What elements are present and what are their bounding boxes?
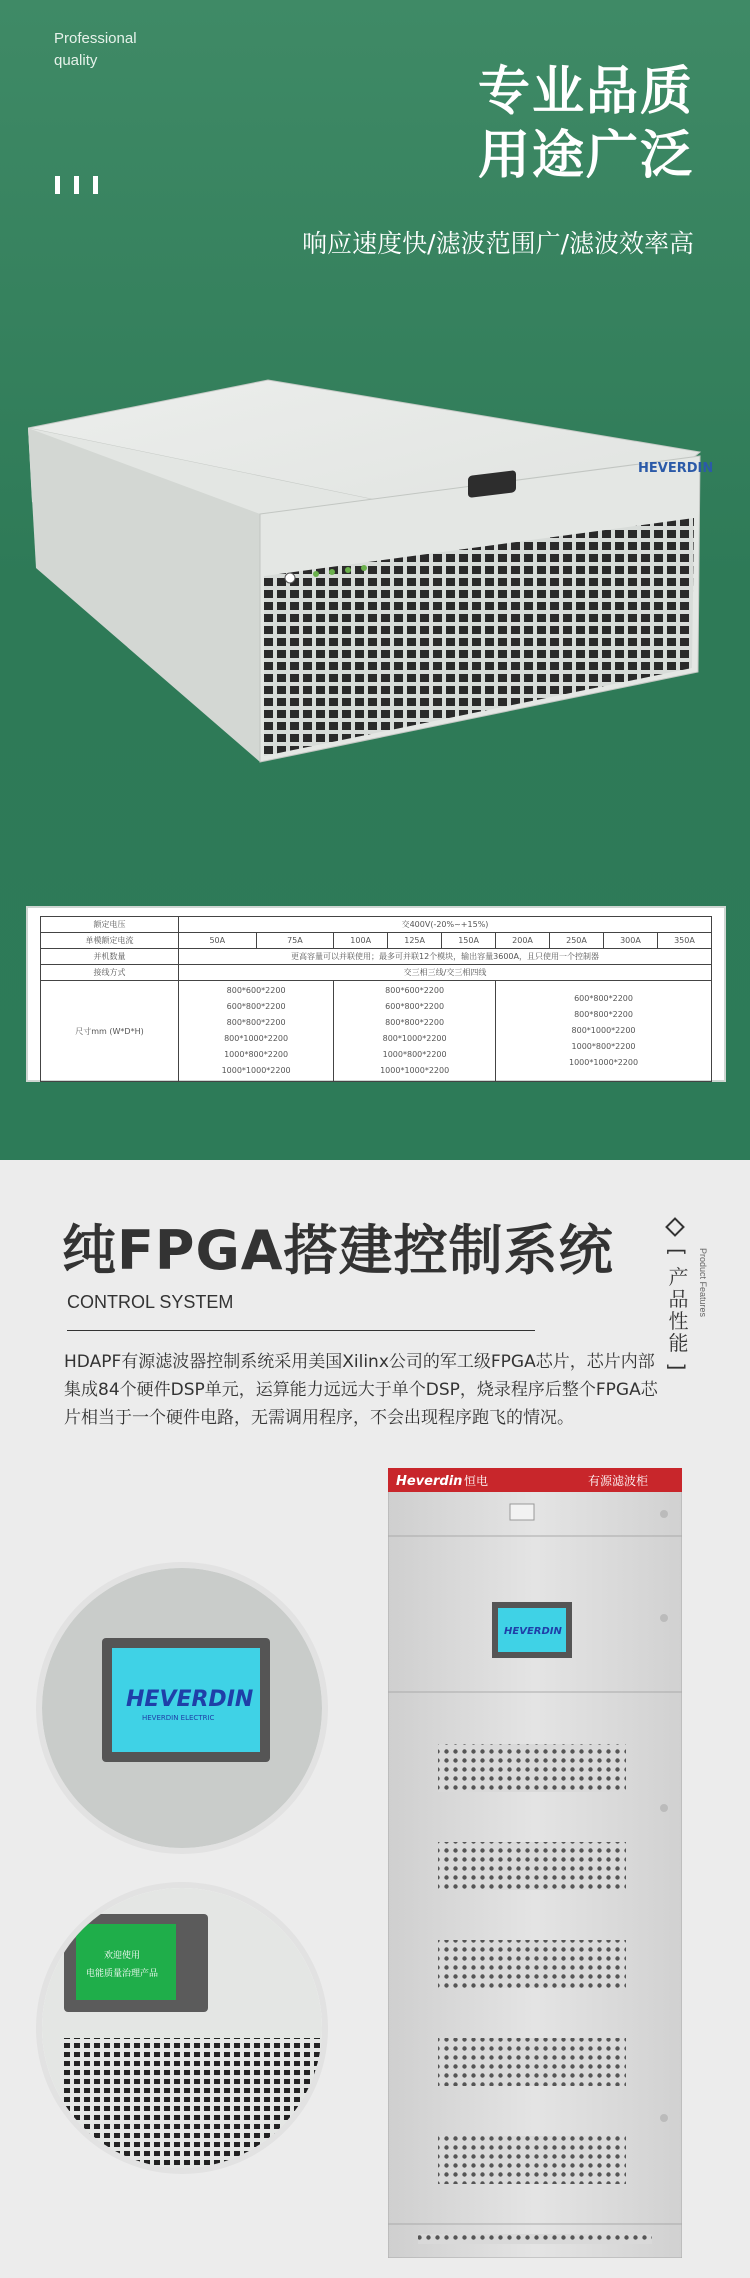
device-brand: HEVERDIN <box>638 461 714 476</box>
row-value: 更高容量可以并联使用；最多可并联12个模块，输出容量3600A，且只使用一个控制器 <box>179 949 712 965</box>
row-label: 单模额定电流 <box>41 933 179 949</box>
table-row <box>41 933 712 949</box>
hero-eyebrow <box>54 28 137 72</box>
hero-title <box>478 60 694 188</box>
side-label <box>663 1220 708 1372</box>
screen-brand-large: HEVERDIN <box>126 1687 254 1712</box>
table-row <box>41 917 712 933</box>
table-row <box>41 949 712 965</box>
size-col-2: 800*600*2200 600*800*2200 800*800*2200 800*1000*2200 1000*800*2200 1000*1000*2200 <box>334 981 496 1082</box>
row-label: 接线方式 <box>41 965 179 981</box>
row-label: 尺寸mm (W*D*H) <box>41 981 179 1082</box>
current-cell: 50A <box>179 933 257 949</box>
eyebrow-line1: Professional <box>54 30 137 47</box>
current-cell: 75A <box>256 933 334 949</box>
screen-brand-small: HEVERDIN ELECTRIC <box>142 1714 215 1722</box>
section-description: HDAPF有源滤波器控制系统采用美国Xilinx公司的军工级FPGA芯片，芯片内部集成84个硬件DSP单元，运算能力远远大于单个DSP，烧录程序后整个FPGA芯片相当于一个硬件电路，无需调用程序，不会出现程序跑飞的情况。 <box>64 1352 658 1428</box>
size-col-1: 800*600*2200 600*800*2200 800*800*2200 800*1000*2200 1000*800*2200 1000*1000*2200 <box>179 981 334 1082</box>
cabinet-brand-cn: 恒电 <box>464 1474 489 1488</box>
row-value: 交400V(-20%~+15%) <box>179 917 712 933</box>
welcome-line2: 电能质量治理产品 <box>86 1969 159 1979</box>
section-subtitle: CONTROL SYSTEM <box>67 1292 234 1312</box>
welcome-line1: 欢迎使用 <box>104 1951 141 1961</box>
size-col-3: 600*800*2200 800*800*2200 800*1000*2200 1000*800*2200 1000*1000*2200 <box>496 981 712 1082</box>
welcome-closeup <box>42 1888 322 2168</box>
row-label: 并机数量 <box>41 949 179 965</box>
hero-subtitle: 响应速度快/滤波范围广/滤波效率高 <box>302 229 694 258</box>
current-cell: 150A <box>442 933 496 949</box>
section-title: 纯FPGA搭建控制系统 <box>62 1219 614 1282</box>
cabinet-brand: Heverdin <box>396 1474 463 1489</box>
current-cell: 350A <box>657 933 711 949</box>
cabinet-screen-brand: HEVERDIN <box>504 1626 562 1637</box>
hero-title-line2: 用途广泛 <box>477 126 694 186</box>
current-cell: 125A <box>388 933 442 949</box>
current-cell: 250A <box>550 933 604 949</box>
cabinet-name: 有源滤波柜 <box>588 1474 649 1488</box>
spec-table-card <box>26 906 726 1082</box>
filter-cabinet-image <box>388 1468 682 2258</box>
decor-bars <box>55 176 98 194</box>
side-label-en: Product Features <box>698 1248 708 1318</box>
hero-title-line1: 专业品质 <box>477 62 694 122</box>
control-system-section <box>0 1160 750 2278</box>
divider <box>67 1330 535 1331</box>
spec-table <box>40 916 712 1082</box>
current-cell: 200A <box>496 933 550 949</box>
screen-closeup <box>42 1568 322 1848</box>
current-cell: 100A <box>334 933 388 949</box>
row-value: 交三相三线/交三相四线 <box>179 965 712 981</box>
eyebrow-line2: quality <box>54 52 98 69</box>
current-cell: 300A <box>603 933 657 949</box>
table-row <box>41 981 712 1082</box>
table-row <box>41 965 712 981</box>
side-label-cn: [ 产品性能 ] <box>665 1248 689 1373</box>
filter-module-image <box>28 372 728 772</box>
row-label: 额定电压 <box>41 917 179 933</box>
diamond-icon <box>665 1217 685 1237</box>
